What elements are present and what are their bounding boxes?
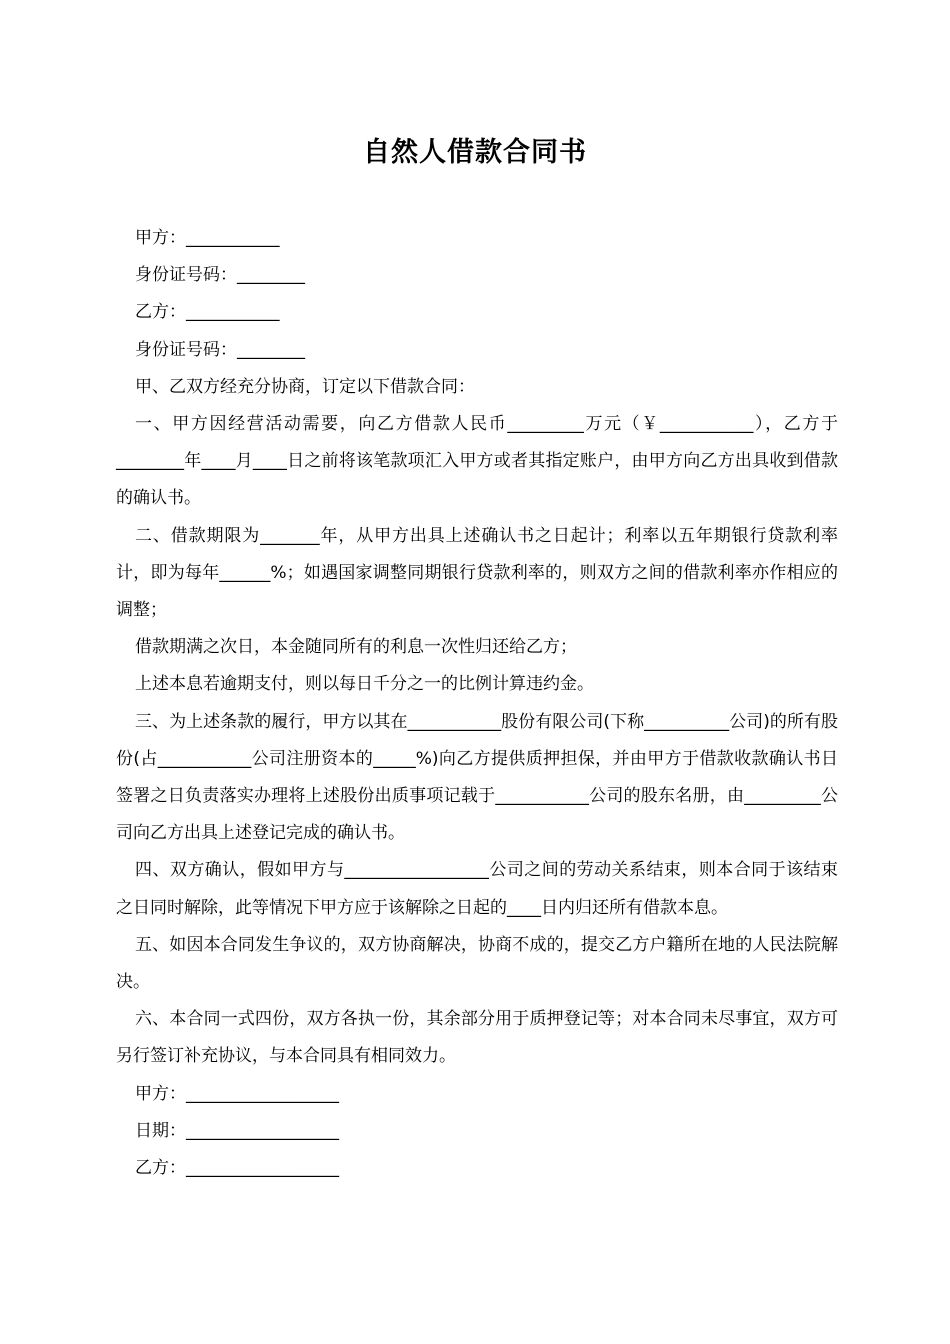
signature-party-b: 乙方：__________________ [135,1158,339,1179]
party-b-id-field: 身份证号码：________ [135,339,305,360]
clause-3: 三、为上述条款的履行，甲方以其在___________股份有限公司(下称__________公司)的所有股份(占___________公司注册资本的_____%)向乙方提供质押担保，并由甲方于借款收款确认书日签署之日负责落实办理将上述股份出质事项记载于___________公司的股东名册，由_________公司向乙方出具上述登记完成的确认书。 [116,711,838,844]
clause-5: 五、如因本合同发生争议的，双方协商解决，协商不成的，提交乙方户籍所在地的人民法院解决。 [116,934,838,993]
intro-paragraph: 甲、乙双方经充分协商，订定以下借款合同： [135,376,475,397]
clause-2-penalty: 上述本息若逾期支付，则以每日千分之一的比例计算违约金。 [135,674,594,695]
clause-2-maturity: 借款期满之次日，本金随同所有的利息一次性归还给乙方； [135,637,577,658]
clause-4: 四、双方确认，假如甲方与_________________公司之间的劳动关系结束，则本合同于该结束之日同时解除，此等情况下甲方应于该解除之日起的____日内归还所有借款本息。 [116,860,838,918]
document-title: 自然人借款合同书 [363,137,587,168]
signature-party-a: 甲方：__________________ [135,1083,339,1104]
signature-date: 日期：__________________ [135,1120,339,1141]
clause-1: 一、甲方因经营活动需要，向乙方借款人民币_________万元（￥___________），乙方于________年____月____日之前将该笔款项汇入甲方或者其指定账户，由甲方向乙方出具收到借款的确认书。 [116,414,838,509]
party-a-field: 甲方：___________ [135,228,280,248]
party-a-id-field: 身份证号码：________ [135,265,305,286]
contract-body [116,220,838,1187]
party-b-field: 乙方：___________ [135,302,280,323]
clause-2: 二、借款期限为_______年，从甲方出具上述确认书之日起计；利率以五年期银行贷款利率计，即为每年______%；如遇国家调整同期银行贷款利率的，则双方之间的借款利率亦作相应的调整； [116,525,838,621]
clause-6: 六、本合同一式四份，双方各执一份，其余部分用于质押登记等；对本合同未尽事宜，双方可另行签订补充协议，与本合同具有相同效力。 [116,1009,838,1067]
